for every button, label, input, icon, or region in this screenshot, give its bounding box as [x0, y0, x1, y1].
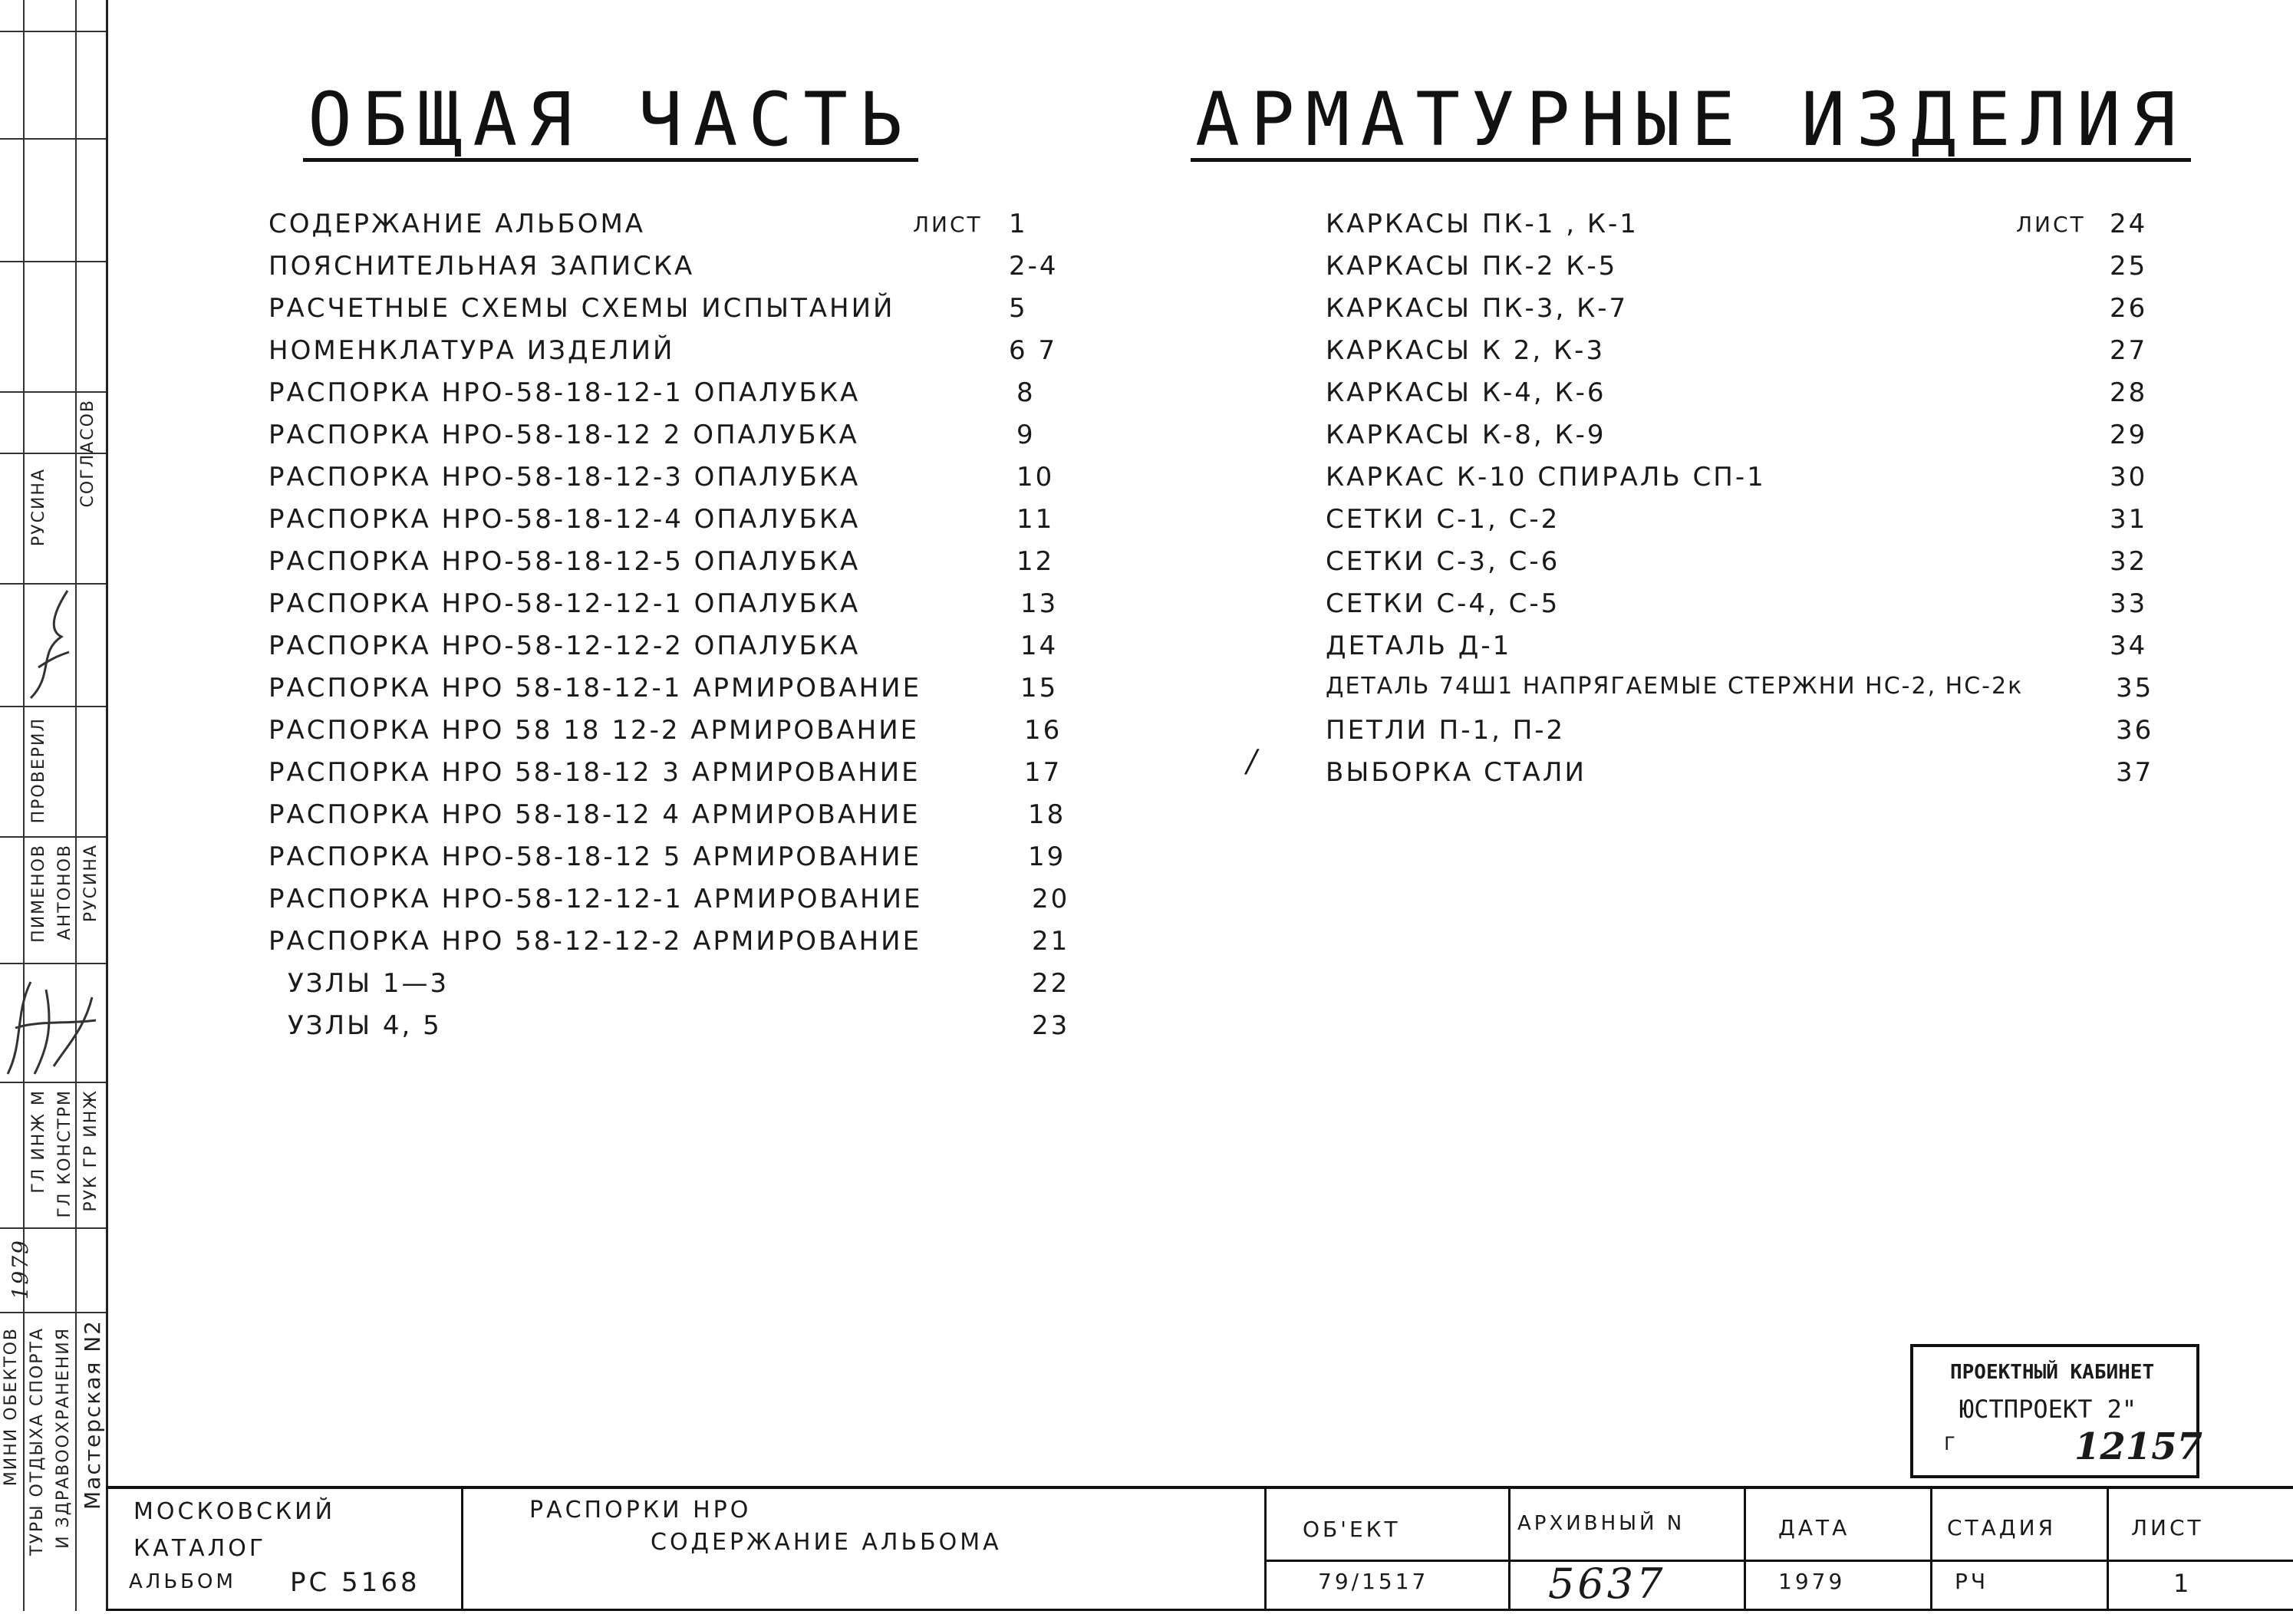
value-stage: РЧ [1955, 1569, 1989, 1594]
item-page: 12 [1016, 546, 1055, 577]
side-org-1: МИНИ ОБЕКТОВ [2, 1327, 21, 1487]
value-date: 1979 [1778, 1569, 1846, 1594]
list-item [269, 462, 1112, 500]
item-page: 26 [2110, 293, 2148, 324]
stamp-line-1: ПРОЕКТНЫЙ КАБИНЕТ [1950, 1361, 2155, 1384]
drawing-name-line-2: СОДЕРЖАНИЕ АЛЬБОМА [651, 1529, 1002, 1556]
list-item [1326, 631, 2169, 669]
album-code: РС 5168 [290, 1567, 420, 1598]
item-page: 20 [1032, 884, 1070, 914]
org-line-1: МОСКОВСКИЙ [133, 1498, 336, 1525]
side-label-soglasov: СОГЛАСОВ [78, 399, 97, 508]
list-item [269, 377, 1112, 416]
item-title: УЗЛЫ 1—3 [288, 968, 450, 999]
side-divider [75, 0, 77, 1611]
item-page: 25 [2110, 251, 2148, 282]
item-page: 10 [1016, 462, 1055, 492]
item-title: КАРКАСЫ ПК-1 , К-1 [1326, 209, 1639, 239]
title-block-divider [461, 1489, 463, 1609]
item-title: ВЫБОРКА СТАЛИ [1326, 757, 1586, 788]
item-page: 21 [1032, 926, 1070, 957]
value-sheet: 1 [2173, 1569, 2193, 1598]
title-block [106, 1486, 2293, 1611]
header-archive-number: АРХИВНЫЙ N [1517, 1512, 1685, 1535]
stamp-line-3-prefix: Г [1944, 1433, 1955, 1454]
title-block-rule [1264, 1560, 2293, 1562]
item-page: 30 [2110, 462, 2148, 492]
side-rule [0, 1312, 106, 1313]
item-page: 2-4 [1009, 251, 1059, 282]
contents-list-reinforcement [1326, 209, 2169, 807]
item-title: КАРКАСЫ ПК-2 К-5 [1326, 251, 1618, 282]
contents-list-general [269, 209, 1112, 1052]
item-title: РАСПОРКА НРО-58-12-12-2 ОПАЛУБКА [269, 631, 861, 661]
item-page: 6 7 [1009, 335, 1058, 366]
list-item [269, 715, 1112, 753]
item-title: РАСПОРКА НРО 58-18-12 4 АРМИРОВАНИЕ [269, 799, 921, 830]
title-block-divider [1508, 1489, 1511, 1609]
list-item [1326, 588, 2169, 627]
list-item [1326, 209, 2169, 247]
side-label-ruk-gr: РУК ГР ИНЖ [81, 1089, 100, 1212]
list-item [1326, 293, 2169, 331]
side-rule [0, 261, 106, 262]
item-page: 8 [1016, 377, 1036, 408]
item-title: УЗЛЫ 4, 5 [288, 1010, 442, 1041]
item-title: НОМЕНКЛАТУРА ИЗДЕЛИЙ [269, 335, 675, 366]
side-label-proveril: ПРОВЕРИЛ [29, 717, 48, 824]
heading-general-part: ОБЩАЯ ЧАСТЬ [303, 83, 918, 162]
title-block-divider [1264, 1489, 1267, 1609]
list-item [1326, 504, 2169, 542]
list-item [269, 757, 1112, 796]
stamp-line-2: ЮСТПРОЕКТ 2" [1959, 1395, 2137, 1424]
side-label-rusina: РУСИНА [29, 468, 48, 547]
item-title: КАРКАСЫ К-4, К-6 [1326, 377, 1606, 408]
list-item [269, 799, 1112, 838]
list-item [269, 1010, 1112, 1049]
list-item [269, 588, 1112, 627]
item-title: ПЕТЛИ П-1, П-2 [1326, 715, 1566, 746]
list-item [1326, 715, 2169, 753]
side-label-pimenov: ПИМЕНОВ [29, 844, 48, 943]
album-label: АЛЬБОМ [129, 1570, 236, 1593]
sheet-label: ЛИСТ [2016, 212, 2086, 237]
side-rule [0, 836, 106, 838]
item-title: РАСПОРКА НРО 58-12-12-2 АРМИРОВАНИЕ [269, 926, 922, 957]
item-title: РАСПОРКА НРО 58-18-12 3 АРМИРОВАНИЕ [269, 757, 921, 788]
header-date: ДАТА [1778, 1515, 1850, 1540]
list-item [269, 546, 1112, 585]
side-stamp [0, 0, 108, 1611]
item-page: 17 [1024, 757, 1062, 788]
list-item [1326, 251, 2169, 289]
drawing-name-line-1: РАСПОРКИ НРО [529, 1497, 752, 1524]
item-title: РАСПОРКА НРО-58-18-12 2 ОПАЛУБКА [269, 420, 859, 450]
item-title: СЕТКИ С-3, С-6 [1326, 546, 1560, 577]
item-page: 19 [1028, 842, 1066, 872]
side-rule [0, 1227, 106, 1229]
side-rule [0, 706, 106, 707]
header-object: ОБ'ЕКТ [1303, 1517, 1401, 1542]
item-title: РАСЧЕТНЫЕ СХЕМЫ СХЕМЫ ИСПЫТАНИЙ [269, 293, 895, 324]
list-item [269, 926, 1112, 964]
item-title: РАСПОРКА НРО 58 18 12-2 АРМИРОВАНИЕ [269, 715, 920, 746]
side-rule [0, 1082, 106, 1083]
sheet-label: ЛИСТ [913, 212, 983, 237]
title-block-divider [2107, 1489, 2109, 1609]
item-page: 22 [1032, 968, 1070, 999]
item-page: 14 [1020, 631, 1059, 661]
side-org-3: И ЗДРАВООХРАНЕНИЯ [54, 1327, 73, 1549]
org-line-2: КАТАЛОГ [133, 1535, 267, 1562]
item-page: 35 [2116, 673, 2154, 703]
side-divider [23, 0, 25, 1611]
list-item [1326, 335, 2169, 374]
list-item [269, 842, 1112, 880]
item-title: РАСПОРКА НРО-58-18-12-1 ОПАЛУБКА [269, 377, 861, 408]
item-title: СОДЕРЖАНИЕ АЛЬБОМА [269, 209, 646, 239]
header-stage: СТАДИЯ [1947, 1515, 2057, 1540]
item-page: 13 [1020, 588, 1059, 619]
value-object: 79/1517 [1318, 1569, 1429, 1594]
list-item [1326, 673, 2169, 711]
title-block-divider [1744, 1489, 1746, 1609]
item-page: 16 [1024, 715, 1062, 746]
item-page: 9 [1016, 420, 1036, 450]
side-label-gl-inzh: ГЛ ИНЖ М [29, 1089, 48, 1194]
stamp-registry-number: 12157 [2074, 1425, 2202, 1468]
list-item [1326, 757, 2169, 796]
signature-mark [0, 967, 106, 1082]
item-title: РАСПОРКА НРО-58-18-12-3 ОПАЛУБКА [269, 462, 861, 492]
list-item [1326, 420, 2169, 458]
list-item [1326, 546, 2169, 585]
item-page: 28 [2110, 377, 2148, 408]
list-item [269, 293, 1112, 331]
item-page: 11 [1016, 504, 1055, 535]
item-title: РАСПОРКА НРО-58-18-12-5 ОПАЛУБКА [269, 546, 861, 577]
item-page: 29 [2110, 420, 2148, 450]
item-page: 5 [1009, 293, 1028, 324]
side-org-2: ТУРЫ ОТДЫХА СПОРТА [28, 1327, 47, 1556]
list-item [269, 884, 1112, 922]
item-title: ДЕТАЛЬ Д-1 [1326, 631, 1512, 661]
list-item [1326, 462, 2169, 500]
item-title: КАРКАСЫ К-8, К-9 [1326, 420, 1606, 450]
item-title: КАРКАСЫ К 2, К-3 [1326, 335, 1606, 366]
item-page: 18 [1028, 799, 1066, 830]
signature-mark [23, 583, 75, 706]
item-page: 31 [2110, 504, 2148, 535]
header-sheet: ЛИСТ [2131, 1515, 2204, 1540]
item-page: 1 [1009, 209, 1028, 239]
list-item [269, 209, 1112, 247]
side-year: 1979 [8, 1239, 33, 1300]
title-block-divider [1930, 1489, 1932, 1609]
side-rule [0, 138, 106, 140]
item-page: 24 [2110, 209, 2148, 239]
item-page: 27 [2110, 335, 2148, 366]
item-title: РАСПОРКА НРО 58-18-12-1 АРМИРОВАНИЕ [269, 673, 922, 703]
item-title: КАРКАС К-10 СПИРАЛЬ СП-1 [1326, 462, 1766, 492]
list-item [269, 673, 1112, 711]
item-page: 36 [2116, 715, 2154, 746]
list-item [1326, 377, 2169, 416]
item-page: 33 [2110, 588, 2148, 619]
list-item [269, 251, 1112, 289]
item-title: ПОЯСНИТЕЛЬНАЯ ЗАПИСКА [269, 251, 695, 282]
project-office-stamp [1910, 1344, 2202, 1478]
item-page: 32 [2110, 546, 2148, 577]
item-title: ДЕТАЛЬ 74Ш1 НАПРЯГАЕМЫЕ СТЕРЖНИ НС-2, НС-2к [1326, 673, 2024, 700]
list-item [269, 420, 1112, 458]
value-archive-number: 5637 [1548, 1560, 1666, 1608]
item-title: СЕТКИ С-1, С-2 [1326, 504, 1560, 535]
list-item [269, 968, 1112, 1006]
side-rule [0, 391, 106, 393]
item-title: КАРКАСЫ ПК-3, К-7 [1326, 293, 1629, 324]
item-title: РАСПОРКА НРО-58-12-12-1 АРМИРОВАНИЕ [269, 884, 923, 914]
item-title: РАСПОРКА НРО-58-18-12-4 ОПАЛУБКА [269, 504, 861, 535]
item-page: 34 [2110, 631, 2148, 661]
side-label-rusina-2: РУСИНА [81, 844, 100, 923]
item-title: РАСПОРКА НРО-58-18-12 5 АРМИРОВАНИЕ [269, 842, 922, 872]
side-workshop: Мастерская N2 [80, 1319, 105, 1510]
heading-reinforcement-items: АРМАТУРНЫЕ ИЗДЕЛИЯ [1191, 83, 2191, 162]
item-page: 37 [2116, 757, 2154, 788]
item-page: 15 [1020, 673, 1059, 703]
list-item [269, 504, 1112, 542]
item-page: 23 [1032, 1010, 1070, 1041]
list-item [269, 631, 1112, 669]
side-label-gl-konstr: ГЛ КОНСТРМ [55, 1089, 74, 1218]
list-item [269, 335, 1112, 374]
stray-mark: / [1247, 744, 1257, 779]
item-title: РАСПОРКА НРО-58-12-12-1 ОПАЛУБКА [269, 588, 861, 619]
side-rule [0, 963, 106, 964]
side-rule [0, 31, 106, 32]
side-label-antonov: АНТОНОВ [55, 844, 74, 940]
item-title: СЕТКИ С-4, С-5 [1326, 588, 1560, 619]
